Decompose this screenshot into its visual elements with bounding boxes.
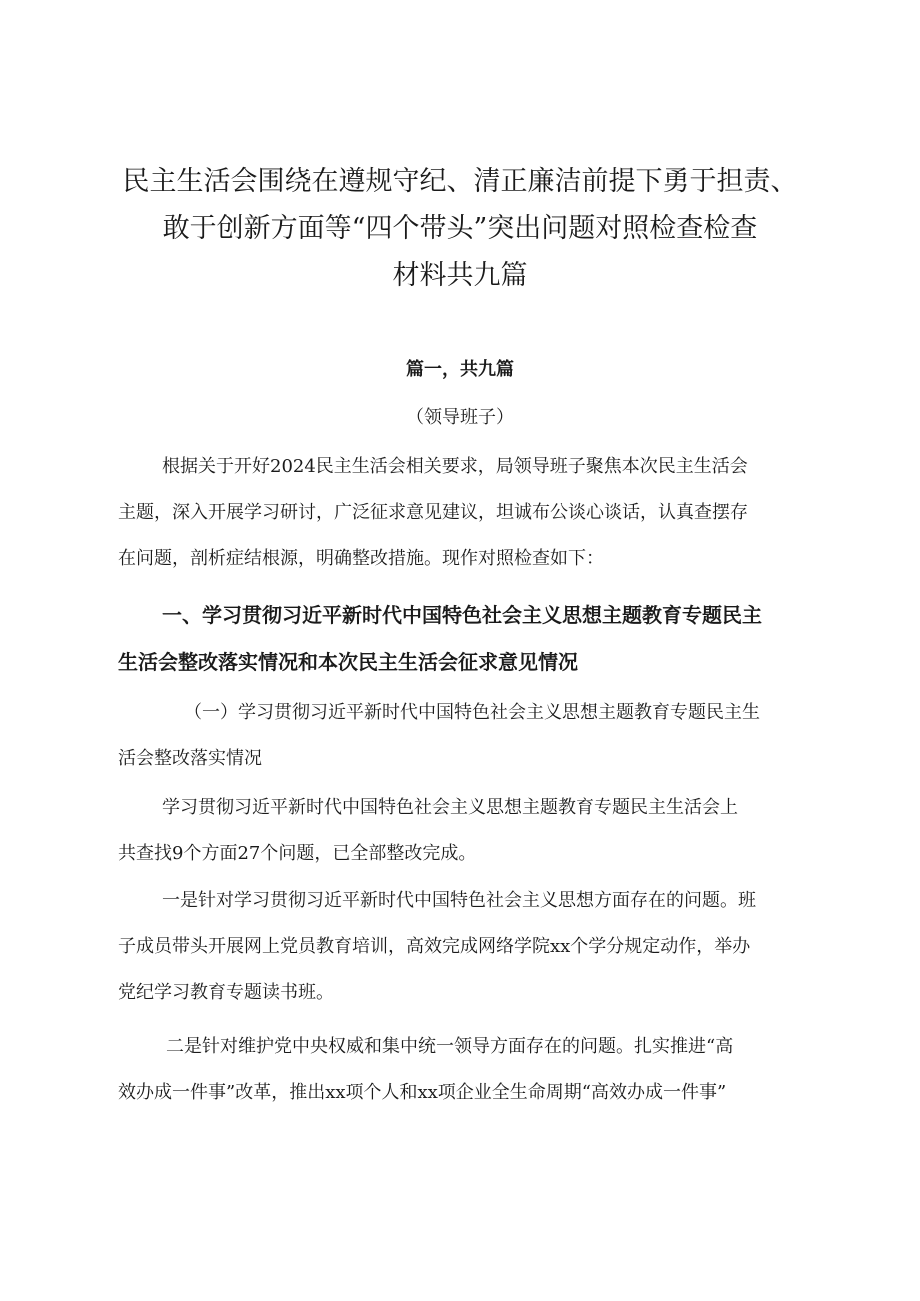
paragraph-line: 效办成一件事”改革，推出xx项个人和xx项企业全生命周期“高效办成一件事” [118,1082,727,1103]
section-heading-line: 生活会整改落实情况和本次民主生活会征求意见情况 [118,650,578,674]
item-paragraph [118,878,818,1016]
document-title-line: 材料共九篇 [392,260,528,291]
paragraph-line: 学习贯彻习近平新时代中国特色社会主义思想主题教育专题民主生活会上 [162,797,738,818]
chapter-subheading: （领导班子） [406,407,514,428]
section-heading-line: 一、学习贯彻习近平新时代中国特色社会主义思想主题教育专题民主 [162,603,762,627]
summary-paragraph [118,785,818,877]
paragraph-line: 在问题，剖析症结根源，明确整改措施。现作对照检查如下： [118,548,604,569]
paragraph-line: （一）学习贯彻习近平新时代中国特色社会主义思想主题教育专题民主生 [184,702,760,723]
paragraph-line: 共查找9个方面27个问题，已全部整改完成。 [118,843,477,864]
document-title-line: 敢于创新方面等“四个带头”突出问题对照检查检查 [162,213,758,244]
paragraph-line: 主题，深入开展学习研讨，广泛征求意见建议，坦诚布公谈心谈话，认真查摆存 [118,502,748,523]
item-paragraph [118,1024,818,1116]
section-heading [118,592,818,686]
chapter-heading: 篇一，共九篇 [406,359,514,380]
paragraph-line: 二是针对维护党中央权威和集中统一领导方面存在的问题。扎实推进“高 [166,1036,734,1057]
paragraph-line: 子成员带头开展网上党员教育培训，高效完成网络学院xx个学分规定动作，举办 [118,936,751,957]
subsection-heading [118,690,818,782]
intro-paragraph [118,444,818,582]
paragraph-line: 一是针对学习贯彻习近平新时代中国特色社会主义思想方面存在的问题。班 [162,890,756,911]
paragraph-line: 根据关于开好2024民主生活会相关要求，局领导班子聚焦本次民主生活会 [162,456,748,477]
document-title-line: 民主生活会围绕在遵规守纪、清正廉洁前提下勇于担责、 [122,166,798,197]
paragraph-line: 党纪学习教育专题读书班。 [118,982,334,1003]
paragraph-line: 活会整改落实情况 [118,748,262,769]
document-title [110,158,810,299]
